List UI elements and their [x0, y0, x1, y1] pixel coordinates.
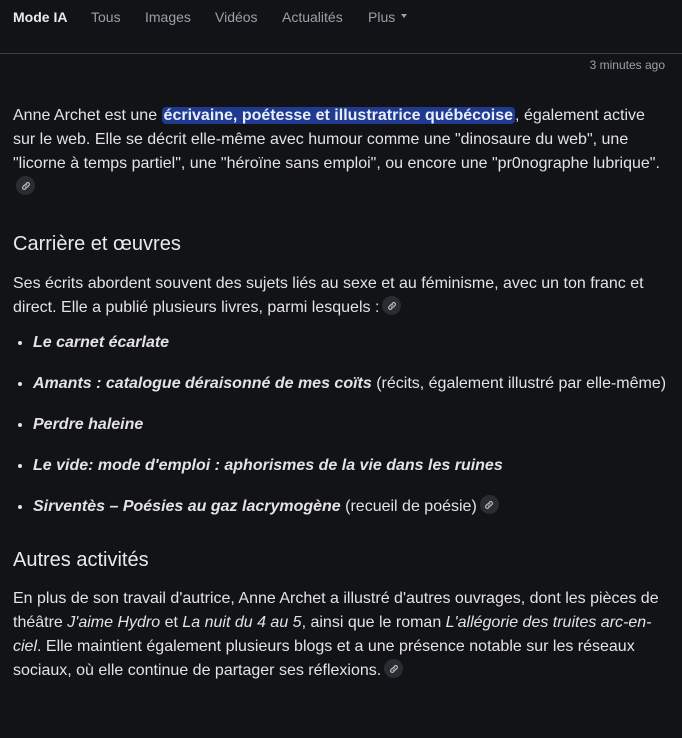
list-item [33, 372, 669, 396]
tab-videos[interactable]: Vidéos [215, 9, 258, 25]
tab-plus[interactable] [368, 9, 407, 26]
tab-actualites[interactable]: Actualités [282, 9, 343, 25]
career-text: Ses écrits abordent souvent des sujets liés au sexe et au féminisme, avec un ton franc et direct. Elle a publié plusieurs livres, parmi lesquels : [13, 275, 644, 316]
other-text: . Elle maintient également plusieurs blogs et a une présence notable sur les réseaux sociaux, où elle continue de partager ses réflexions. [13, 638, 635, 679]
ai-answer [13, 104, 669, 683]
list-item [33, 495, 669, 519]
book-note: (récits, également illustré par elle-même) [371, 375, 667, 392]
caret-down-icon [401, 14, 407, 18]
list-item [33, 454, 669, 478]
source-link-button[interactable] [384, 659, 403, 678]
highlighted-text: écrivaine, poétesse et illustratrice québécoise [163, 107, 514, 124]
link-icon [389, 664, 399, 674]
tab-plus-label: Plus [368, 9, 396, 25]
list-item [33, 331, 669, 355]
play-title: J'aime Hydro [67, 614, 161, 631]
book-title: Amants : catalogue déraisonné de mes coïts [33, 375, 372, 392]
book-title: Le carnet écarlate [33, 334, 170, 351]
book-title: Perdre haleine [33, 416, 144, 433]
link-icon [387, 301, 397, 311]
career-paragraph [13, 272, 669, 320]
tab-tous[interactable]: Tous [91, 9, 121, 25]
other-text: et [160, 614, 183, 631]
novel-title: L'allégorie des truites arc-en-ciel [13, 614, 652, 655]
other-text: , ainsi que le roman [301, 614, 446, 631]
book-title: Le vide: mode d'emploi : aphorismes de la vie dans les ruines [33, 457, 503, 474]
intro-text-after: , également active sur le web. Elle se décrit elle-même avec humour comme une "dinosaure du web", une "licorne à temps partiel", une "héroïne sans emploi", ou encore une "pr0nographe lubrique". [13, 107, 660, 172]
source-link-button[interactable] [382, 296, 401, 315]
list-item [33, 413, 669, 437]
section-heading-career: Carrière et œuvres [13, 233, 181, 255]
other-text: En plus de son travail d'autrice, Anne Archet a illustré d'autres ouvrages, dont les pièces de théâtre [13, 590, 659, 631]
source-link-button[interactable] [16, 176, 35, 195]
other-paragraph [13, 587, 669, 683]
tab-mode-ia[interactable]: Mode IA [13, 9, 68, 25]
section-heading-other: Autres activités [13, 549, 149, 571]
intro-paragraph [13, 104, 669, 200]
link-icon [484, 500, 494, 510]
search-tabs [0, 0, 682, 54]
play-title: La nuit du 4 au 5 [182, 614, 302, 631]
intro-text-before: Anne Archet est une [13, 107, 162, 124]
book-note: (recueil de poésie) [340, 498, 477, 515]
book-title: Sirventès – Poésies au gaz lacrymogène [33, 498, 341, 515]
timestamp: 3 minutes ago [589, 58, 665, 72]
source-link-button[interactable] [480, 495, 499, 514]
link-icon [21, 181, 31, 191]
book-list [13, 331, 669, 519]
tab-images[interactable]: Images [145, 9, 191, 25]
